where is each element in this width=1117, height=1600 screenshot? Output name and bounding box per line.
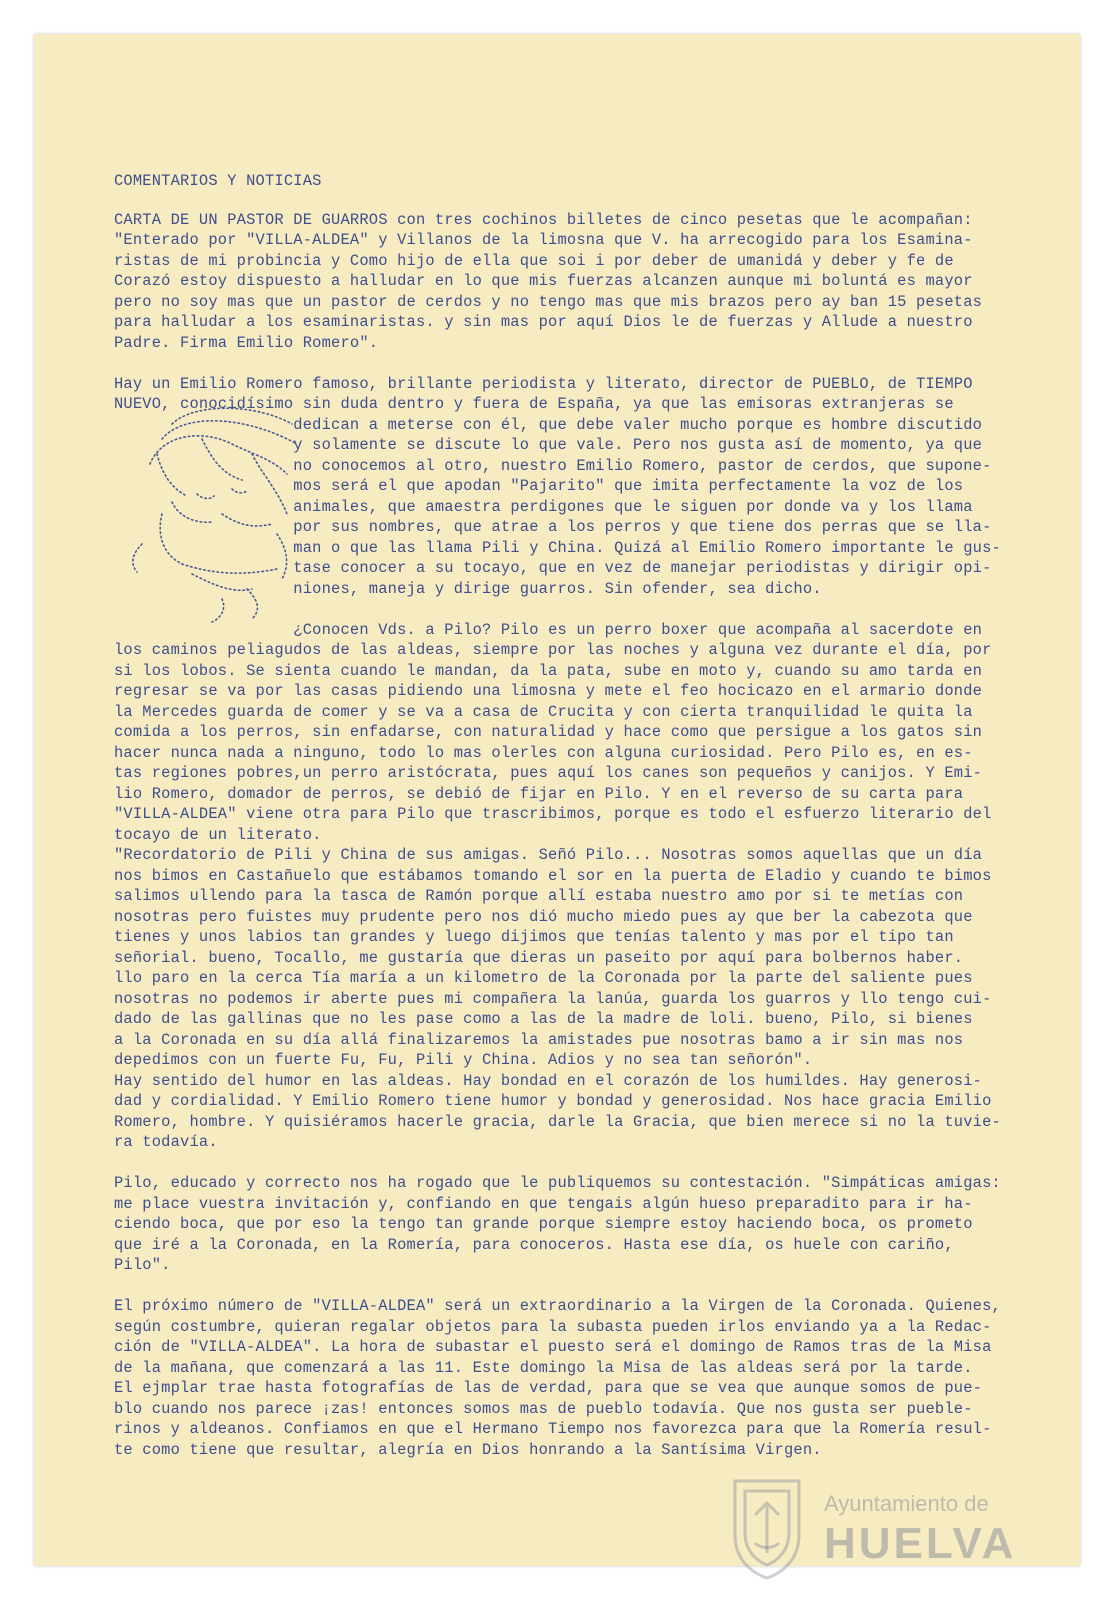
dotted-portrait-sketch-icon	[102, 384, 302, 624]
paragraph-pastor-letter: CARTA DE UN PASTOR DE GUARROS con tres cochinos billetes de cinco pesetas que le acompañan: "Enterado por "VILLA-ALDEA" y Villanos de la limosna que V. ha arrecogido para los Esamina- ristas de mi probincia y Como hijo de ella que soi i por deber de umanidá y deber y fe de Corazó estoy dispuesto a halludar en lo que mis fuerzas alcanzen aunque mi boluntá es mayor pero no soy mas que un pastor de cerdos y no tengo mas que mis brazos pero ay ban 15 pesetas para halludar a los esaminaristas. y sin mas por aquí Dios le de fuerzas y Allude a nuestro Padre. Firma Emilio Romero".	[114, 210, 983, 352]
document-page	[34, 34, 1080, 1566]
document-body	[114, 171, 1054, 1460]
paragraph-emilio-romero: Hay un Emilio Romero famoso, brillante periodista y literato, director de PUEBLO, de TIEMPO NUEVO, conocidísimo sin duda dentro y fuera de España, ya que las emisoras extranjeras se dedican a meterse con él, que debe valer mucho porque es hombre discutido y solamente se discute lo que vale. Pero nos gusta así de momento, ya que no conocemos al otro, nuestro Emilio Romero, pastor de cerdos, que supone- mos será el que apodan "Pajarito" que imita perfectamente la voz de los animales, que amaestra perdigones que le siguen por donde va y los llama por sus nombres, que atrae a los perros y que tiene dos perras que se lla- man o que las llama Pili y China. Quizá al Emilio Romero importante le gus- tase conocer a su tocayo, que en vez de manejar periodistas y dirigir opi- niones, maneja y dirige guarros. Sin ofender, sea dicho.	[114, 374, 1001, 598]
paragraph-pilo-reply: Pilo, educado y correcto nos ha rogado que le publiquemos su contestación. "Simpáticas amigas: me place vuestra invitación y, confiando en que tengais algún hueso preparadito para ir ha- ciendo boca, que por eso la tengo tan grande porque siempre estoy haciendo boca, os prometo que iré a la Coronada, en la Romería, para conoceros. Hasta ese día, os huele con cariño, Pilo".	[114, 1174, 1001, 1274]
paragraph-gap	[114, 353, 1054, 374]
watermark-line-2: HUELVA	[824, 1519, 1017, 1568]
watermark-line-1: Ayuntamiento de	[824, 1491, 989, 1516]
paragraph-gap	[114, 1153, 1054, 1174]
coat-of-arms-icon	[727, 1475, 807, 1581]
paragraph-next-issue: El próximo número de "VILLA-ALDEA" será un extraordinario a la Virgen de la Coronada. Quienes, según costumbre, quieran regalar objetos para la subasta pueden irlos enviando ya a la Redac- ción de "VILLA-ALDEA". La hora de subastar el puesto será el domingo de Ramos tras de la Misa de la mañana, que comenzará a las 11. Este domingo la Misa de las aldeas será por la tarde. El ejmplar trae hasta fotografías de las de verdad, para que se vea que aunque somos de pue- blo cuando nos parece ¡zas! entonces somos mas de pueblo todavía. Que nos gusta ser pueble- rinos y aldeanos. Confiamos en que el Hermano Tiempo nos favorezca para que la Romería resul- te como tiene que resultar, alegría en Dios honrando a la Santísima Virgen.	[114, 1297, 1001, 1459]
document-heading: COMENTARIOS Y NOTICIAS	[114, 172, 322, 190]
municipal-watermark	[727, 1475, 1057, 1585]
paragraph-pilo: ¿Conocen Vds. a Pilo? Pilo es un perro boxer que acompaña al sacerdote en los caminos peliagudos de las aldeas, siempre por las noches y alguna vez durante el día, por si los lobos. Se sienta cuando le mandan, da la pata, sube en moto y, cuando su amo tarda en regresar se va por las casas pidiendo una limosna y mete el feo hocicazo en el armario donde la Mercedes guarda de comer y se va a casa de Crucita y con cierta tranquilidad le quita la comida a los perros, sin enfadarse, con naturalidad y hace como que persigue a los gatos sin hacer nunca nada a ninguno, todo lo mas olerles con alguna curiosidad. Pero Pilo es, en es- tas regiones pobres,un perro aristócrata, pues aquí los canes son pequeños y canijos. Y Emi- lio Romero, domador de perros, se debió de fijar en Pilo. Y en el reverso de su carta para "VILLA-ALDEA" viene otra para Pilo que trascribimos, porque es todo el esfuerzo literario del tocayo de un literato. "Recordatorio de Pili y China de sus amigas. Señó Pilo... Nosotras somos aquellas que un día nos bimos en Castañuelo que estábamos tomando el sor en la puerta de Eladio y cuando te bimos salimos ullendo para la tasca de Ramón porque allí estaba nuestro amo por si te metías con nosotras pero fuistes muy prudente pero nos dió mucho miedo pues ay que ber la cabezota que tienes y unos labios tan grandes y luego dijimos que tenías talento y mas por el tipo tan señorial. bueno, Tocallo, me gustaría que dieras un paseito por aquí para bolbernos haber. llo paro en la cerca Tía maría a un kilometro de la Coronada por la parte del saliente pues nosotras no podemos ir aberte pues mi compañera la lanúa, guarda los guarros y llo tengo cui- dado de las gallinas que no les pase como a las de la madre de loli. bueno, Pilo, si bienes a la Coronada en su día allá finalizaremos la amistades pue nosotras bamo a ir sin mas nos depedimos con un fuerte Fu, Fu, Pili y China. Adios y no sea tan señorón". Hay sentido del humor en las aldeas. Hay bondad en el corazón de los humildes. Hay generosi- dad y cordialidad. Y Emilio Romero tiene humor y bondad y generosidad. Nos hace gracia Emilio Romero, hombre. Y quisiéramos hacerle gracia, darle la Gracia, que bien merece si no la tuvie- ra todavía.	[114, 620, 1001, 1151]
paragraph-gap	[114, 1276, 1054, 1297]
watermark-text	[824, 1491, 1016, 1569]
